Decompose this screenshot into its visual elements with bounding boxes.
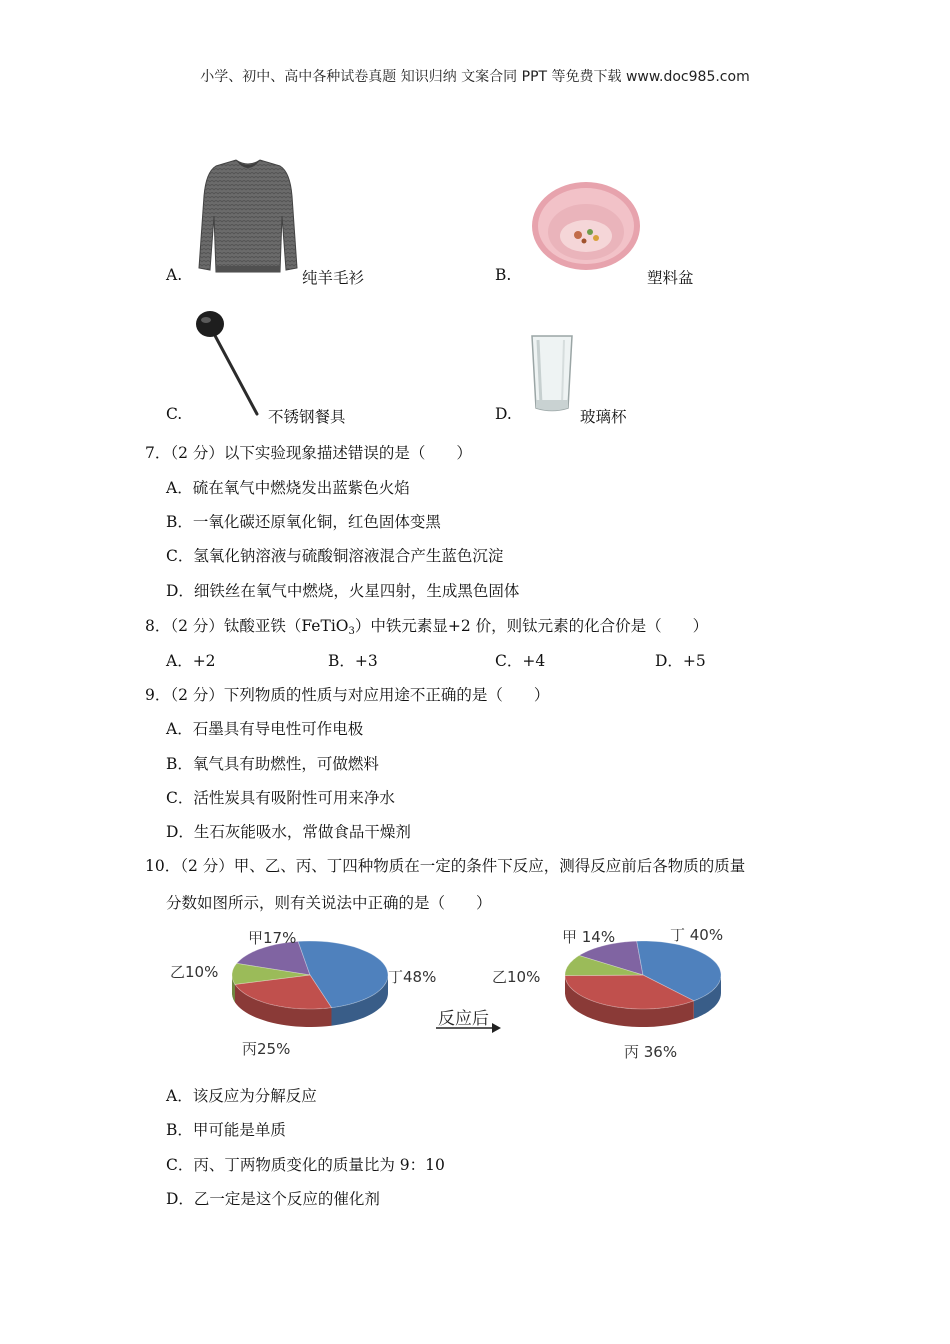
option-d-letter: D. [495,405,512,423]
q9-option-c: C．活性炭具有吸附性可用来净水 [166,789,395,807]
pie-after-label-jia: 甲 14% [562,928,616,946]
option-b-letter: B. [495,266,512,284]
q7-option-b: B．一氧化碳还原氧化铜，红色固体变黑 [166,513,441,531]
q8-stem-pre: 8．（2 分）钛酸亚铁（FeTiO [145,617,349,635]
q7-stem: 7．（2 分）以下实验现象描述错误的是（ ） [145,444,472,462]
q10-option-a: A．该反应为分解反应 [166,1087,317,1105]
q10-option-d: D．乙一定是这个反应的催化剂 [166,1190,380,1208]
pie-before-label-jia: 甲17% [248,929,297,947]
option-d-label: 玻璃杯 [580,408,627,426]
q8-option-d: D．+5 [655,652,706,670]
option-a-letter: A. [166,266,183,284]
q7-option-d: D．细铁丝在氧气中燃烧，火星四射，生成黑色固体 [166,582,520,600]
q9-option-d: D．生石灰能吸水，常做食品干燥剂 [166,823,411,841]
q7-option-c: C．氢氧化钠溶液与硫酸铜溶液混合产生蓝色沉淀 [166,547,504,565]
q8-stem [145,614,708,637]
pie-chart-before [160,920,460,1070]
q10-stem-line2: 分数如图所示，则有关说法中正确的是（ ） [166,894,492,912]
pie-after-label-bing: 丙 36% [624,1043,678,1061]
pie-before-label-yi: 乙10% [170,963,219,981]
glass-cup-image [528,334,576,414]
sweater-image [198,156,298,276]
pie-before-label-ding: 丁48% [388,968,437,986]
q10-stem-line1: 10．（2 分）甲、乙、丙、丁四种物质在一定的条件下反应，测得反应前后各物质的质量 [145,857,746,875]
q10-option-c: C．丙、丁两物质变化的质量比为 9：10 [166,1156,445,1174]
q9-stem: 9．（2 分）下列物质的性质与对应用途不正确的是（ ） [145,686,550,704]
pie-before-label-bing: 丙25% [242,1040,291,1058]
q10-option-b: B．甲可能是单质 [166,1121,286,1139]
q8-option-a: A．+2 [166,652,216,670]
plastic-basin-image [530,180,642,272]
q9-option-b: B．氧气具有助燃性，可做燃料 [166,755,379,773]
pie-chart-after [488,920,748,1070]
site-header: 小学、初中、高中各种试卷真题 知识归纳 文案合同 PPT 等免费下载 www.doc985.com [200,69,750,85]
option-c-label: 不锈钢餐具 [268,408,346,426]
option-b-label: 塑料盆 [647,269,694,287]
steel-spoon-image [192,308,272,418]
q9-option-a: A．石墨具有导电性可作电极 [166,720,364,738]
q8-stem-subscript: 3 [348,626,355,637]
q8-option-c: C．+4 [495,652,546,670]
pie-after-label-yi: 乙10% [492,968,541,986]
pie-after-label-ding: 丁 40% [670,926,724,944]
option-c-letter: C. [166,405,183,423]
arrow-label: 反应后 [438,1009,489,1029]
q7-option-a: A．硫在氧气中燃烧发出蓝紫色火焰 [166,479,410,497]
option-a-label: 纯羊毛衫 [302,269,365,287]
q8-stem-post: ）中铁元素显+2 价，则钛元素的化合价是（ ） [354,617,709,635]
q8-option-b: B．+3 [328,652,378,670]
